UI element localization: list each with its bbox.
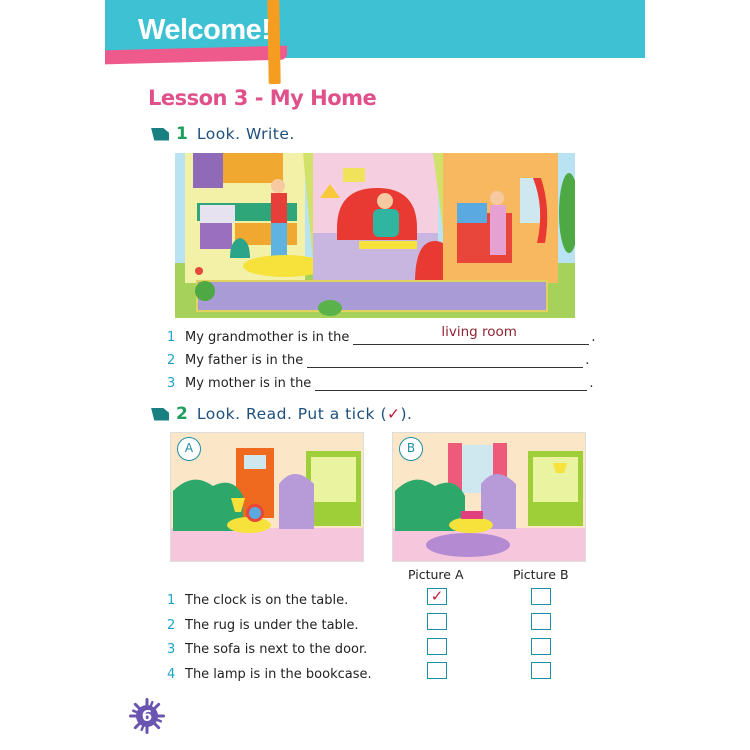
house-illustration [175, 153, 575, 318]
sentence-row: 3 My mother is in the . [167, 376, 594, 391]
statement-text: The rug is under the table. [185, 618, 359, 633]
exercise-instruction: Look. Read. Put a tick (✓). [196, 405, 413, 423]
exercise-2-heading [151, 404, 412, 424]
picture-label-b: B [399, 437, 423, 461]
sentence-row: 2 My father is in the . [167, 353, 590, 368]
checkbox-2-picture-b[interactable] [531, 613, 551, 630]
answer-blank[interactable] [315, 376, 587, 391]
statement-text: The clock is on the table. [185, 593, 349, 608]
statement-text: The lamp is in the bookcase. [185, 667, 372, 682]
statement-row [167, 642, 367, 657]
sentence-text: My grandmother is in the [185, 330, 350, 345]
checkbox-1-picture-a[interactable]: ✓ [427, 588, 447, 605]
page-title: Welcome! [138, 14, 271, 46]
sentence-number: 1 [167, 330, 176, 345]
checkbox-1-picture-b[interactable] [531, 588, 551, 605]
statement-text: The sofa is next to the door. [185, 642, 368, 657]
exercise-number: 1 [176, 124, 188, 144]
answer-text: living room [441, 324, 517, 340]
workbook-page [105, 0, 645, 750]
column-header-picture-b: Picture B [513, 567, 569, 582]
statement-row [167, 593, 348, 608]
exercise-marker-icon [151, 128, 169, 141]
exercise-marker-icon [151, 408, 169, 421]
picture-label-a: A [177, 437, 201, 461]
checkbox-3-picture-a[interactable] [427, 638, 447, 655]
statement-row [167, 667, 372, 682]
sentence-text: My mother is in the [185, 376, 312, 391]
sentence-row: 1 My grandmother is in the living room . [167, 324, 596, 345]
checkbox-2-picture-a[interactable] [427, 613, 447, 630]
column-header-picture-a: Picture A [408, 567, 464, 582]
sentence-text: My father is in the [185, 353, 304, 368]
checkbox-4-picture-b[interactable] [531, 662, 551, 679]
statement-number: 1 [167, 593, 176, 608]
tick-icon: ✓ [387, 405, 401, 423]
page-number-badge [128, 697, 166, 735]
exercise-1-heading [151, 124, 295, 144]
checkbox-4-picture-a[interactable] [427, 662, 447, 679]
checkbox-3-picture-b[interactable] [531, 638, 551, 655]
statement-number: 3 [167, 642, 176, 657]
sentence-number: 2 [167, 353, 176, 368]
statement-number: 4 [167, 667, 176, 682]
page-number: 6 [141, 707, 153, 725]
sentence-number: 3 [167, 376, 176, 391]
lesson-title: Lesson 3 - My Home [148, 86, 377, 110]
exercise-number: 2 [176, 404, 188, 424]
statement-number: 2 [167, 618, 176, 633]
answer-blank[interactable] [307, 353, 583, 368]
picture-a [170, 432, 364, 562]
picture-b [392, 432, 586, 562]
statement-row [167, 618, 359, 633]
exercise-instruction: Look. Write. [196, 125, 295, 143]
